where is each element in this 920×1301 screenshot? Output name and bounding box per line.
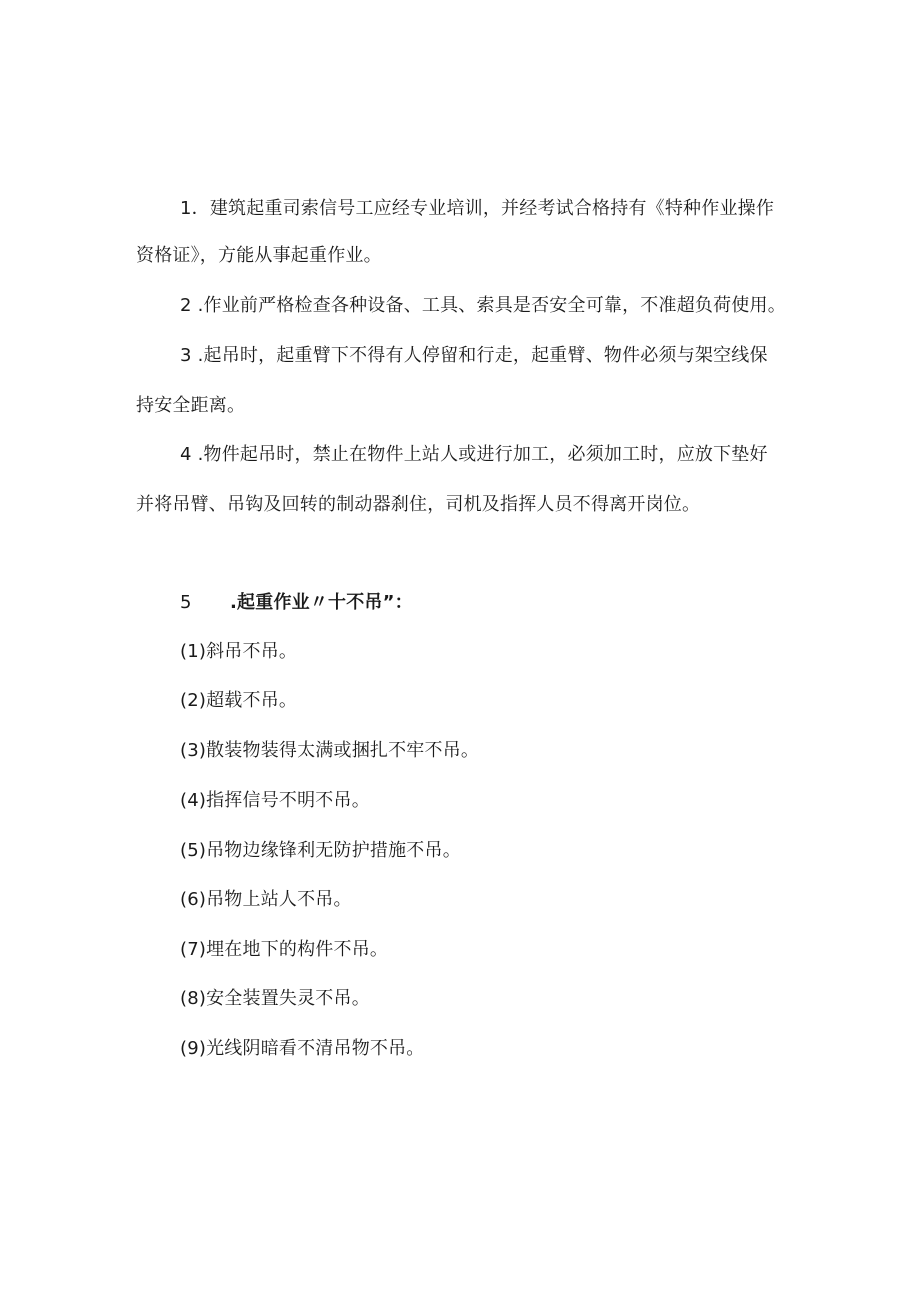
- item-2-line-1: [180, 295, 786, 317]
- rule-5: (5)吊物边缘锋利无防护措施不吊。: [180, 840, 461, 861]
- rule-3: (3)散装物装得太满或捆扎不牢不吊。: [180, 740, 480, 761]
- item-4-line-2: 并将吊臂、吊钩及回转的制动器刹住，司机及指挥人员不得离开岗位。: [136, 494, 701, 515]
- item-1-line-2: 资格证》，方能从事起重作业。: [136, 245, 382, 266]
- rule-8: (8)安全装置失灵不吊。: [180, 988, 370, 1009]
- item-4-text: .物件起吊时，禁止在物件上站人或进行加工，必须加工时，应放下垫好: [191, 444, 768, 465]
- rule-7: (7)埋在地下的构件不吊。: [180, 939, 389, 960]
- rule-6: (6)吊物上站人不吊。: [180, 889, 352, 910]
- section-5-number: 5: [180, 592, 192, 613]
- item-3-text: .起吊时，起重臂下不得有人停留和行走，起重臂、物件必须与架空线保: [191, 345, 768, 366]
- section-5-heading: [180, 592, 413, 614]
- item-1-line-1: [180, 198, 774, 220]
- item-4-line-1: [180, 444, 768, 466]
- rule-2: (2)超载不吊。: [180, 690, 298, 711]
- item-2-number: 2: [180, 295, 192, 316]
- item-3-line-1: [180, 345, 768, 367]
- item-1-text: ．建筑起重司索信号工应经专业培训，并经考试合格持有《特种作业操作: [191, 198, 775, 219]
- rule-1: (1)斜吊不吊。: [180, 641, 298, 662]
- item-1-number: 1: [180, 198, 192, 219]
- rule-9: (9)光线阴暗看不清吊物不吊。: [180, 1038, 425, 1059]
- rule-4: (4)指挥信号不明不吊。: [180, 790, 370, 811]
- item-3-line-2: 持安全距离。: [136, 395, 246, 416]
- item-4-number: 4: [180, 444, 192, 465]
- section-5-title: .起重作业〃十不吊”：: [230, 592, 413, 613]
- item-3-number: 3: [180, 345, 192, 366]
- item-2-text: .作业前严格检查各种设备、工具、索具是否安全可靠，不准超负荷使用。: [191, 295, 786, 316]
